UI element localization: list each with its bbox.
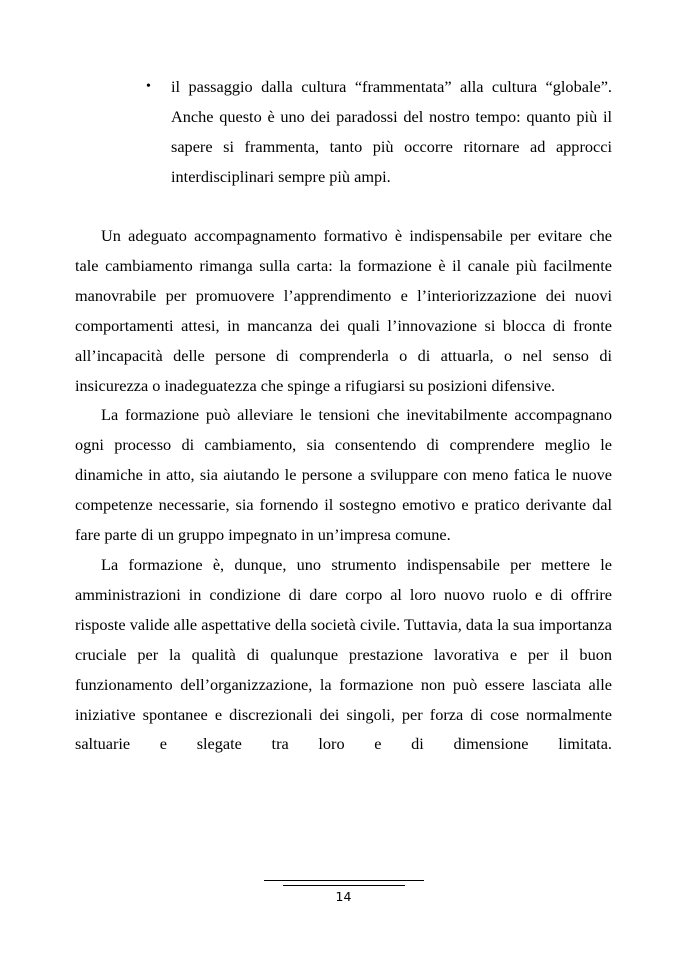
footer-rule-top (264, 880, 424, 881)
paragraph: Un adeguato accompagnamento formativo è indispensabile per evitare che tale cambiamento rimanga sulla carta: la formazione è il canale più facilmente manovrabile per promuovere l’apprendimento e l’interiorizzazione dei nuovi comportamenti attesi, in mancanza dei quali l’innovazione si blocca di fronte all’incapacità delle persone di comprenderla o di attuarla, o nel senso di insicurezza o inadeguatezza che spinge a rifugiarsi su posizioni difensive. (75, 226, 612, 395)
paragraph: La formazione può alleviare le tensioni che inevitabilmente accompagnano ogni processo di cambiamento, sia consentendo di comprendere meglio le dinamiche in atto, sia aiutando le persone a sviluppare con meno fatica le nuove competenze necessarie, sia fornendo il sostegno emotivo e pratico derivante dal fare parte di un gruppo impegnato in un’impresa comune. (75, 405, 612, 545)
bullet-item (146, 72, 612, 192)
body-text (75, 221, 612, 759)
bullet-text: il passaggio dalla cultura “frammentata” alla cultura “globale”. Anche questo è uno dei paradossi del nostro tempo: quanto più il sapere si frammenta, tanto più occorre ritornare ad approcci interdisciplinari sempre più ampi. (171, 77, 612, 186)
bullet-marker: • (146, 79, 151, 94)
paragraph: La formazione è, dunque, uno strumento indispensabile per mettere le amministrazioni in condizione di dare corpo al loro nuovo ruolo e di offrire risposte valide alle aspettative della società civile. Tuttavia, data la sua importanza cruciale per la qualità di qualunque prestazione lavorativa e per il buon funzionamento dell’organizzazione, la formazione non può essere lasciata alle iniziative spontanee e discrezionali dei singoli, per forza di cose normalmente saltuarie e slegate tra loro e di dimensione limitata. (75, 554, 612, 754)
footer-rule-bottom (283, 885, 405, 886)
bullet-list (146, 72, 612, 192)
page-number: 14 (335, 889, 352, 904)
